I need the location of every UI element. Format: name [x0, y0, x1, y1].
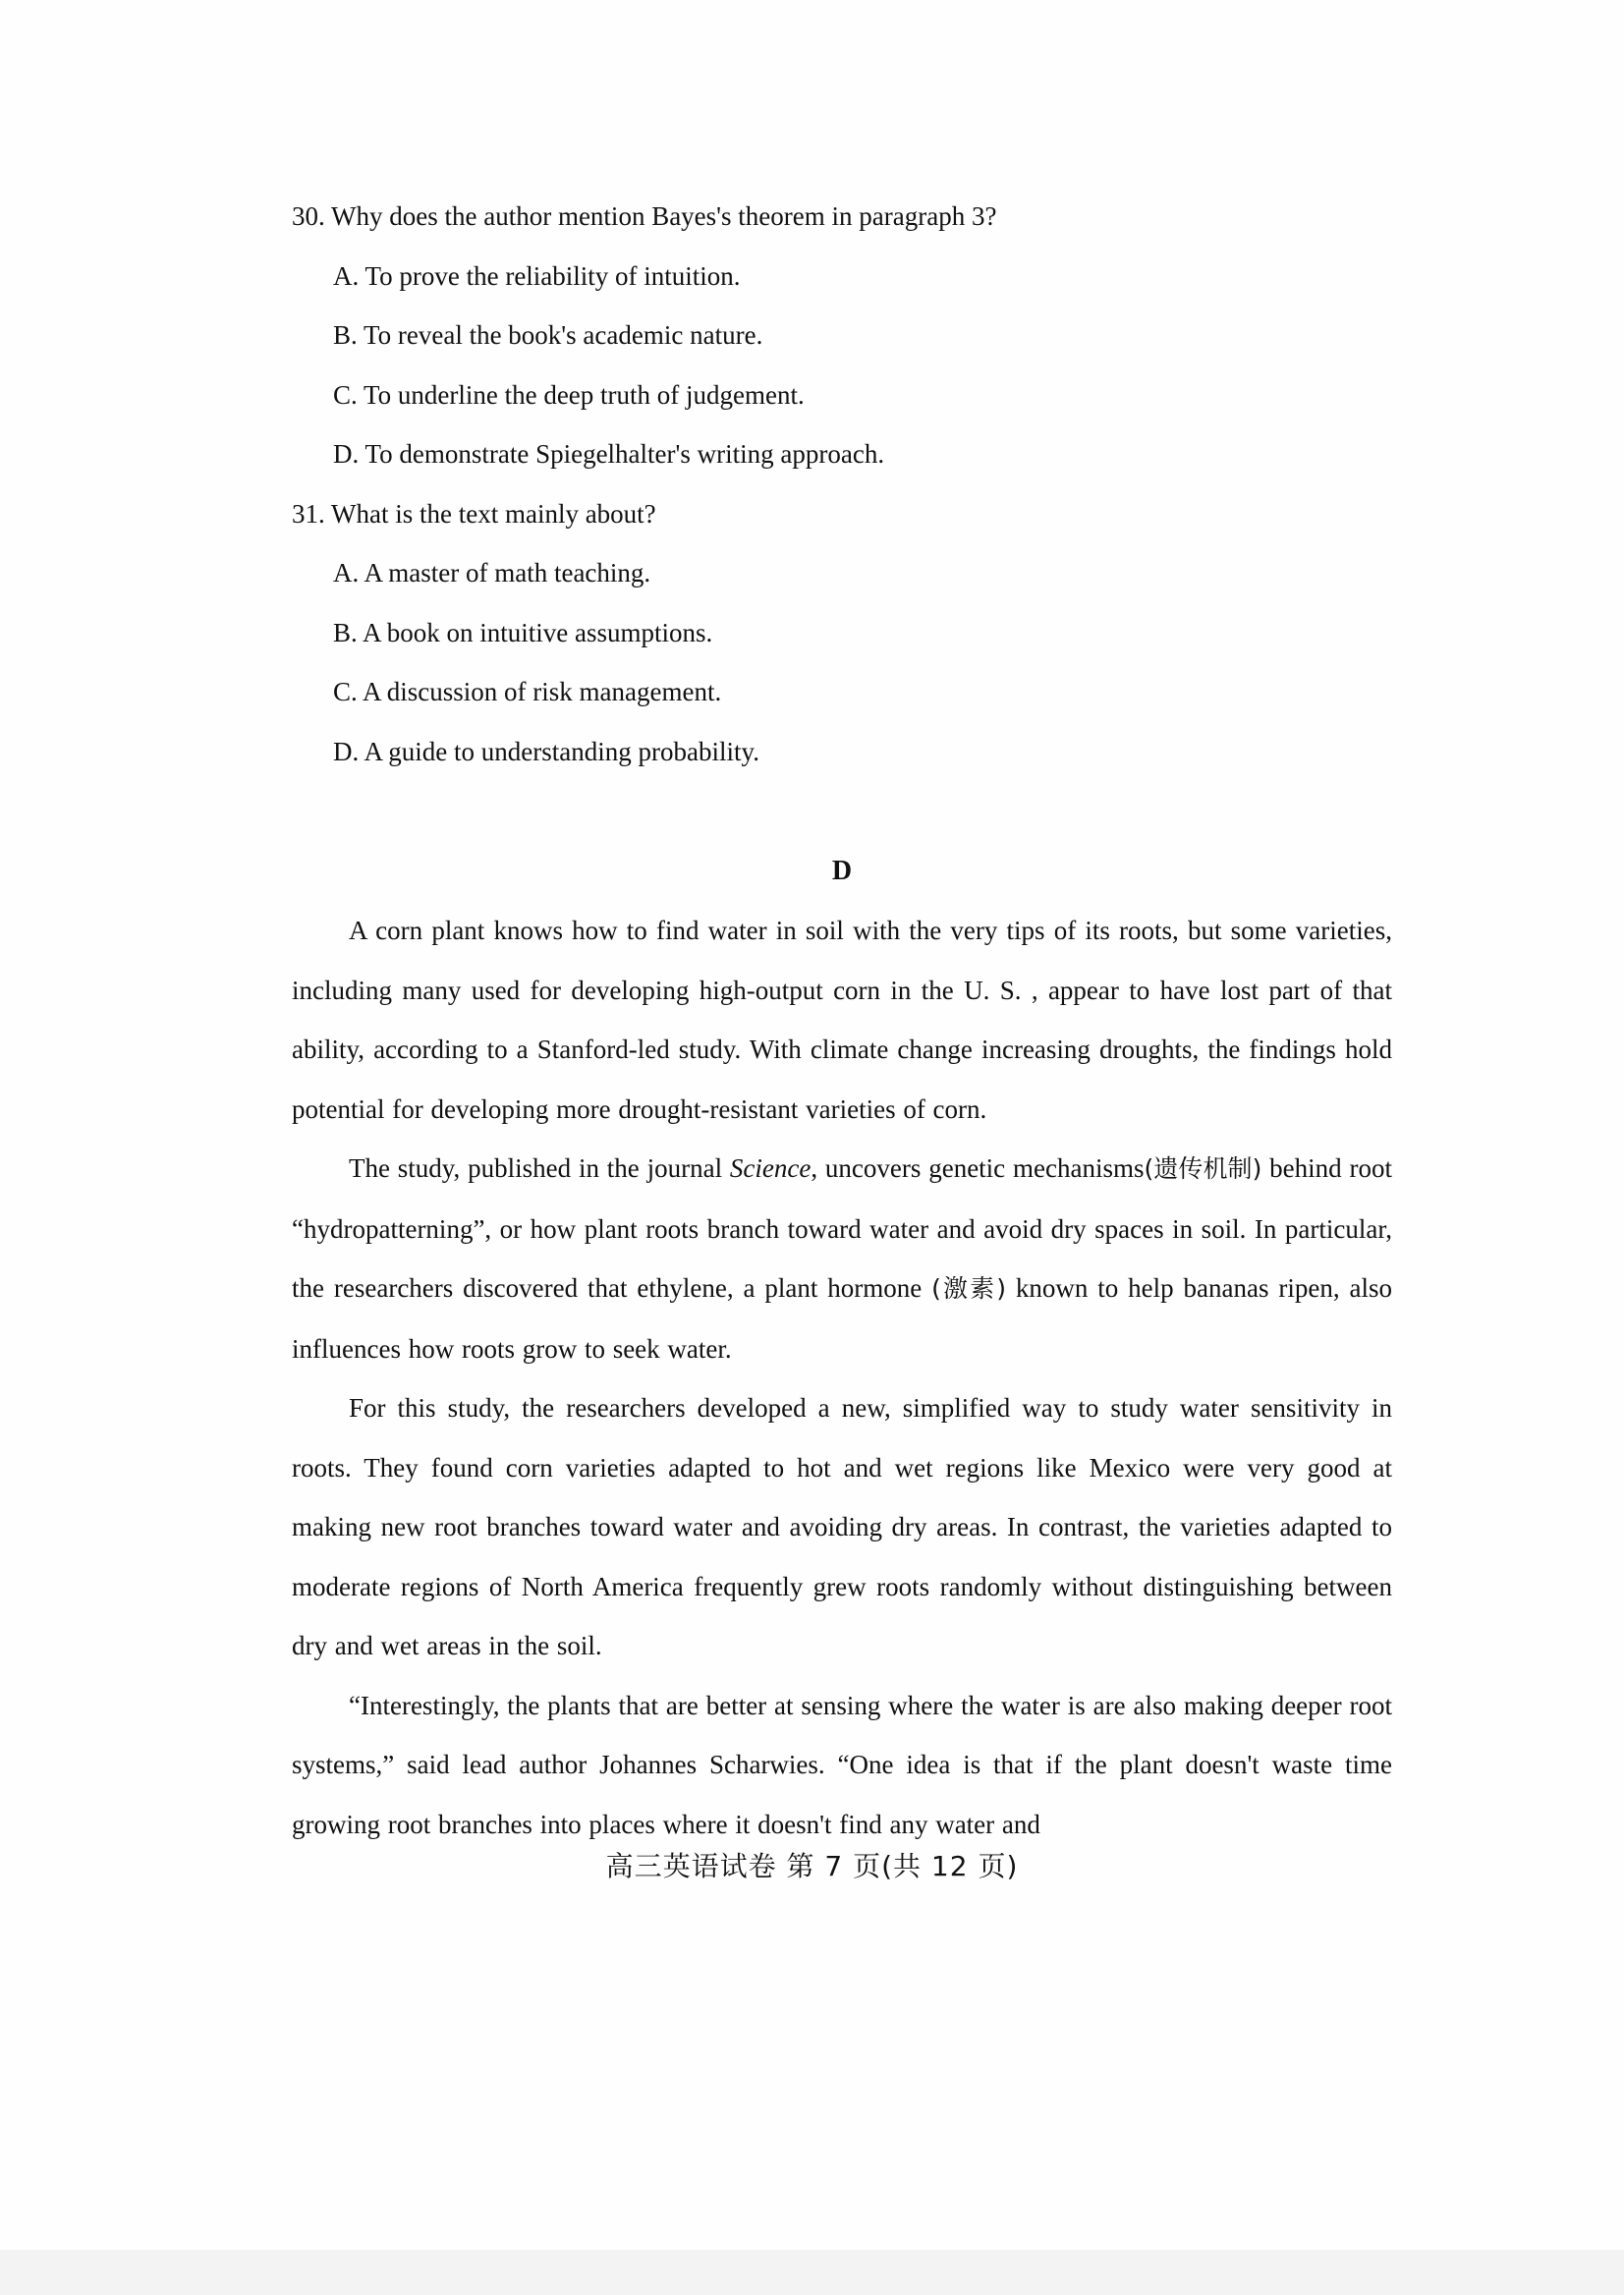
- chinese-gloss-genetic: (遗传机制): [1144, 1154, 1262, 1183]
- question-31-option-a: A. A master of math teaching.: [333, 558, 651, 588]
- reading-passage: [292, 901, 1392, 1854]
- question-30: [292, 187, 1392, 484]
- passage-paragraph-4: “Interestingly, the plants that are better at sensing where the water is are also making deeper root systems,” said lead author Johannes Scharwies. “One idea is that if the plant doesn't waste time growing root branches into places where it doesn't find any water and: [292, 1690, 1392, 1839]
- passage-paragraph-2: [292, 1139, 1392, 1378]
- question-30-option-c: C. To underline the deep truth of judgement.: [333, 379, 805, 410]
- question-31: [292, 484, 1392, 782]
- passage-paragraph-1: A corn plant knows how to find water in soil with the very tips of its roots, but some varieties, including many used for developing high-output corn in the U. S. , appear to have lost part of that ability, according to a Stanford-led study. With climate change increasing droughts, the findings hold potential for developing more drought-resistant varieties of corn.: [292, 916, 1392, 1124]
- chinese-gloss-hormone: (激素): [931, 1274, 1007, 1303]
- question-31-stem: 31. What is the text mainly about?: [292, 498, 656, 529]
- question-30-option-b: B. To reveal the book's academic nature.: [333, 320, 763, 350]
- journal-name: Science: [729, 1153, 812, 1183]
- question-30-option-a: A. To prove the reliability of intuition.: [333, 260, 741, 291]
- paragraph-2-part-c: behind root “hydropatterning”, or how plant roots branch toward water and avoid dry spaces in soil. In particular, the researchers discovered that ethylene, a plant hormone: [292, 1153, 1392, 1303]
- scan-edge: [0, 2250, 1624, 2295]
- question-30-option-d: D. To demonstrate Spiegelhalter's writing approach.: [333, 439, 885, 469]
- question-31-option-c: C. A discussion of risk management.: [333, 677, 722, 706]
- passage-paragraph-3: For this study, the researchers developed a new, simplified way to study water sensitivity in roots. They found corn varieties adapted to hot and wet regions like Mexico were very good at making new root branches toward water and avoiding dry areas. In contrast, the varieties adapted to moderate regions of North America frequently grew roots randomly without distinguishing between dry and wet areas in the soil.: [292, 1393, 1392, 1660]
- section-heading-d: D: [831, 856, 853, 886]
- page-footer: 高三英语试卷 第 7 页(共 12 页): [605, 1850, 1019, 1882]
- paragraph-2-part-b: , uncovers genetic mechanisms: [811, 1153, 1145, 1183]
- page-content: [292, 187, 1392, 1854]
- question-31-option-b: B. A book on intuitive assumptions.: [333, 617, 713, 647]
- question-30-stem: 30. Why does the author mention Bayes's theorem in paragraph 3?: [292, 201, 997, 231]
- question-31-option-d: D. A guide to understanding probability.: [333, 736, 759, 766]
- paragraph-2-part-a: The study, published in the journal: [349, 1153, 730, 1183]
- paragraph-2-part-d: known to help bananas ripen, also influences how roots grow to seek water.: [292, 1273, 1393, 1364]
